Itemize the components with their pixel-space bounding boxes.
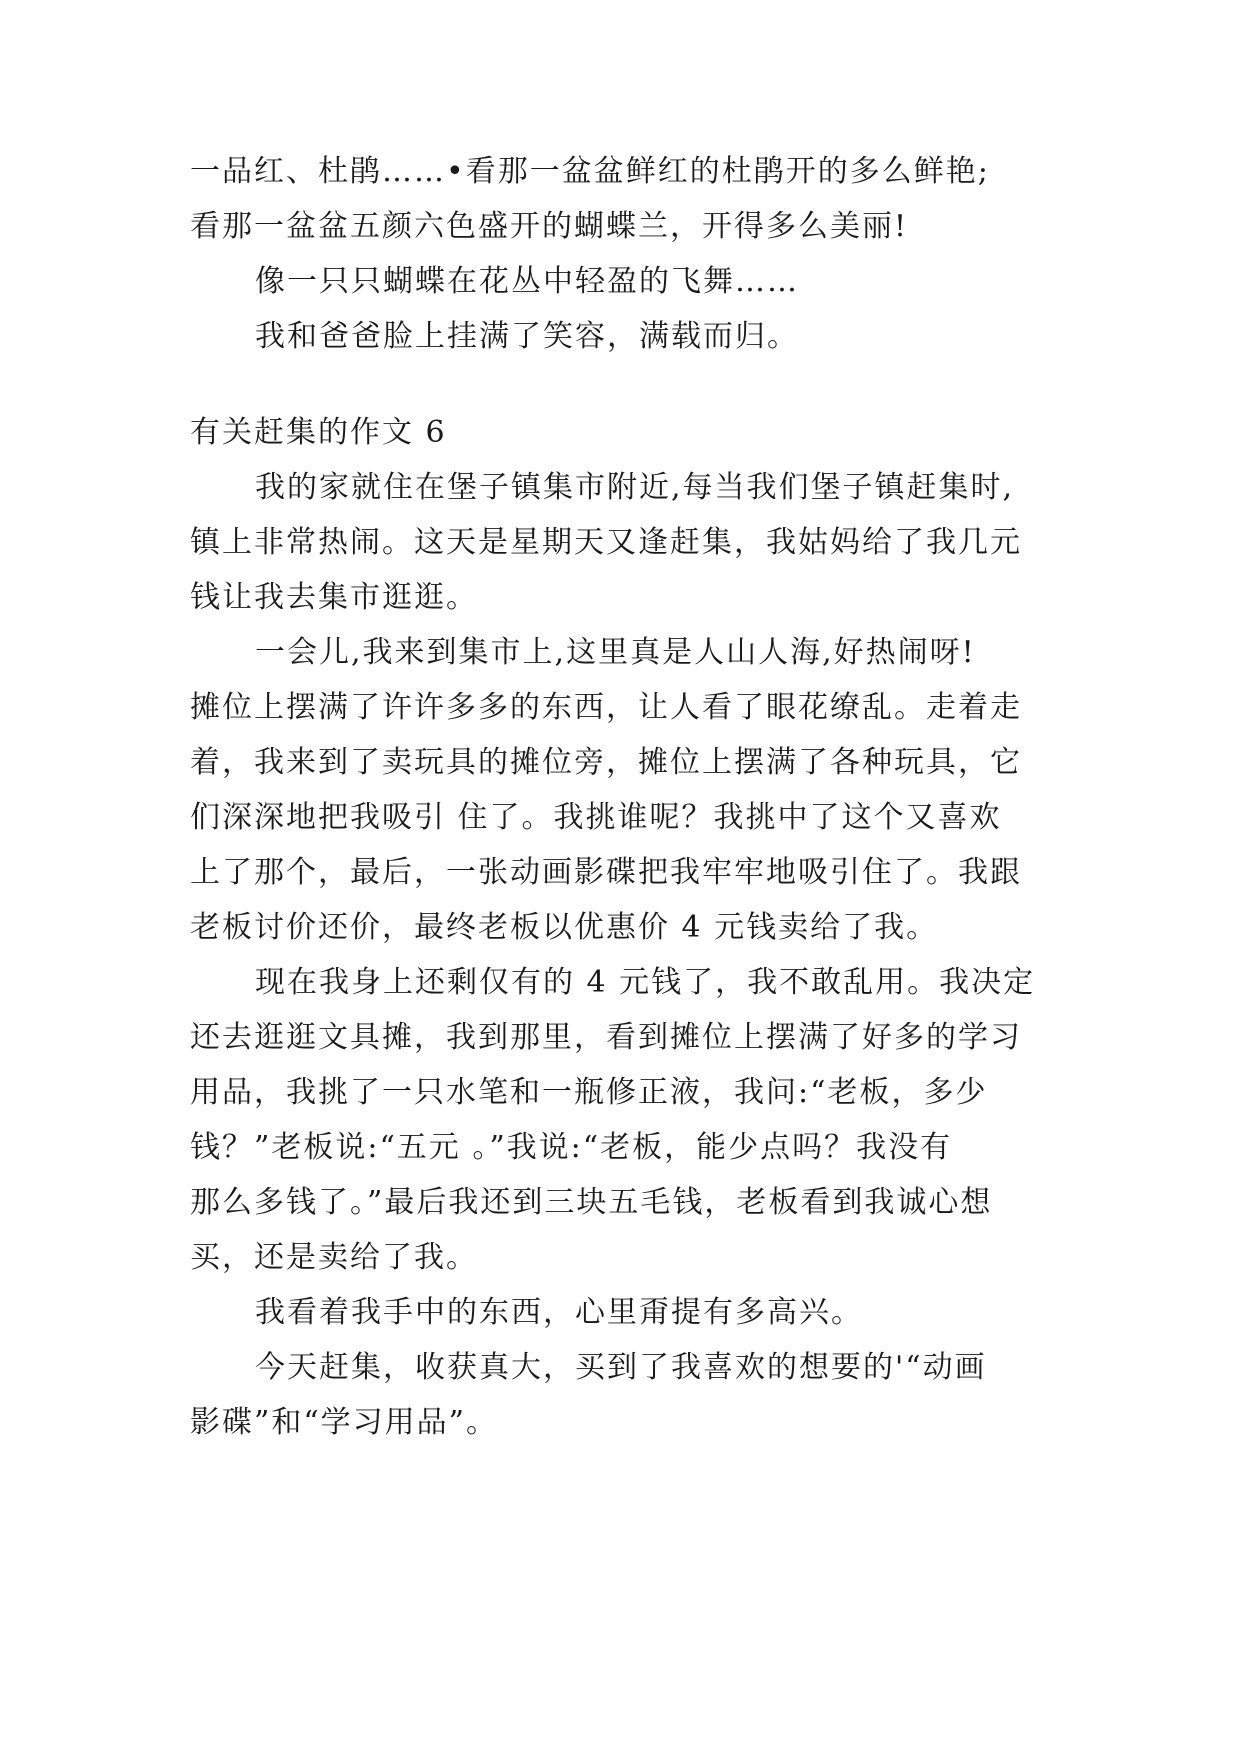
body-line: 那么多钱了。”最后我还到三块五毛钱，老板看到我诚心想 — [190, 1185, 993, 1220]
intro-line: 一品红、杜鹃……•看那一盆盆鲜红的杜鹃开的多么鲜艳; — [190, 154, 990, 189]
body-line: 我看着我手中的东西，心里甭提有多高兴。 — [255, 1295, 863, 1330]
body-line: 镇上非常热闹。这天是星期天又逢赶集，我姑妈给了我几元 — [190, 525, 1022, 560]
body-line: 现在我身上还剩仅有的 4 元钱了，我不敢乱用。我决定 — [255, 965, 1036, 1000]
body-line: 影碟”和“学习用品”。 — [190, 1405, 499, 1440]
body-line: 今天赶集，收获真大，买到了我喜欢的想要的'“动画 — [255, 1350, 987, 1385]
intro-line: 我和爸爸脸上挂满了笑容，满载而归。 — [255, 319, 799, 354]
body-line: 们深深地把我吸引 住了。我挑谁呢？我挑中了这个又喜欢 — [190, 800, 1002, 835]
body-line: 我的家就住在堡子镇集市附近,每当我们堡子镇赶集时, — [255, 470, 1015, 505]
body-line: 还去逛逛文具摊，我到那里，看到摊位上摆满了好多的学习 — [190, 1020, 1022, 1055]
body-line: 钱？”老板说:“五元 。”我说:“老板，能少点吗？我没有 — [190, 1130, 953, 1165]
body-line: 钱让我去集市逛逛。 — [190, 580, 478, 615]
body-line: 着，我来到了卖玩具的摊位旁，摊位上摆满了各种玩具，它 — [190, 745, 1022, 780]
body-line: 一会儿,我来到集市上,这里真是人山人海,好热闹呀! — [255, 635, 976, 670]
body-line: 用品，我挑了一只水笔和一瓶修正液，我问:“老板，多少 — [190, 1075, 988, 1110]
intro-line: 像一只只蝴蝶在花丛中轻盈的飞舞…… — [255, 264, 799, 299]
intro-line: 看那一盆盆五颜六色盛开的蝴蝶兰，开得多么美丽! — [190, 209, 909, 244]
body-line: 买，还是卖给了我。 — [190, 1240, 478, 1275]
section-title: 有关赶集的作文 6 — [190, 415, 447, 450]
body-line: 老板讨价还价，最终老板以优惠价 4 元钱卖给了我。 — [190, 910, 939, 945]
body-line: 上了那个，最后，一张动画影碟把我牢牢地吸引住了。我跟 — [190, 855, 1022, 890]
body-line: 摊位上摆满了许许多多的东西，让人看了眼花缭乱。走着走 — [190, 690, 1022, 725]
